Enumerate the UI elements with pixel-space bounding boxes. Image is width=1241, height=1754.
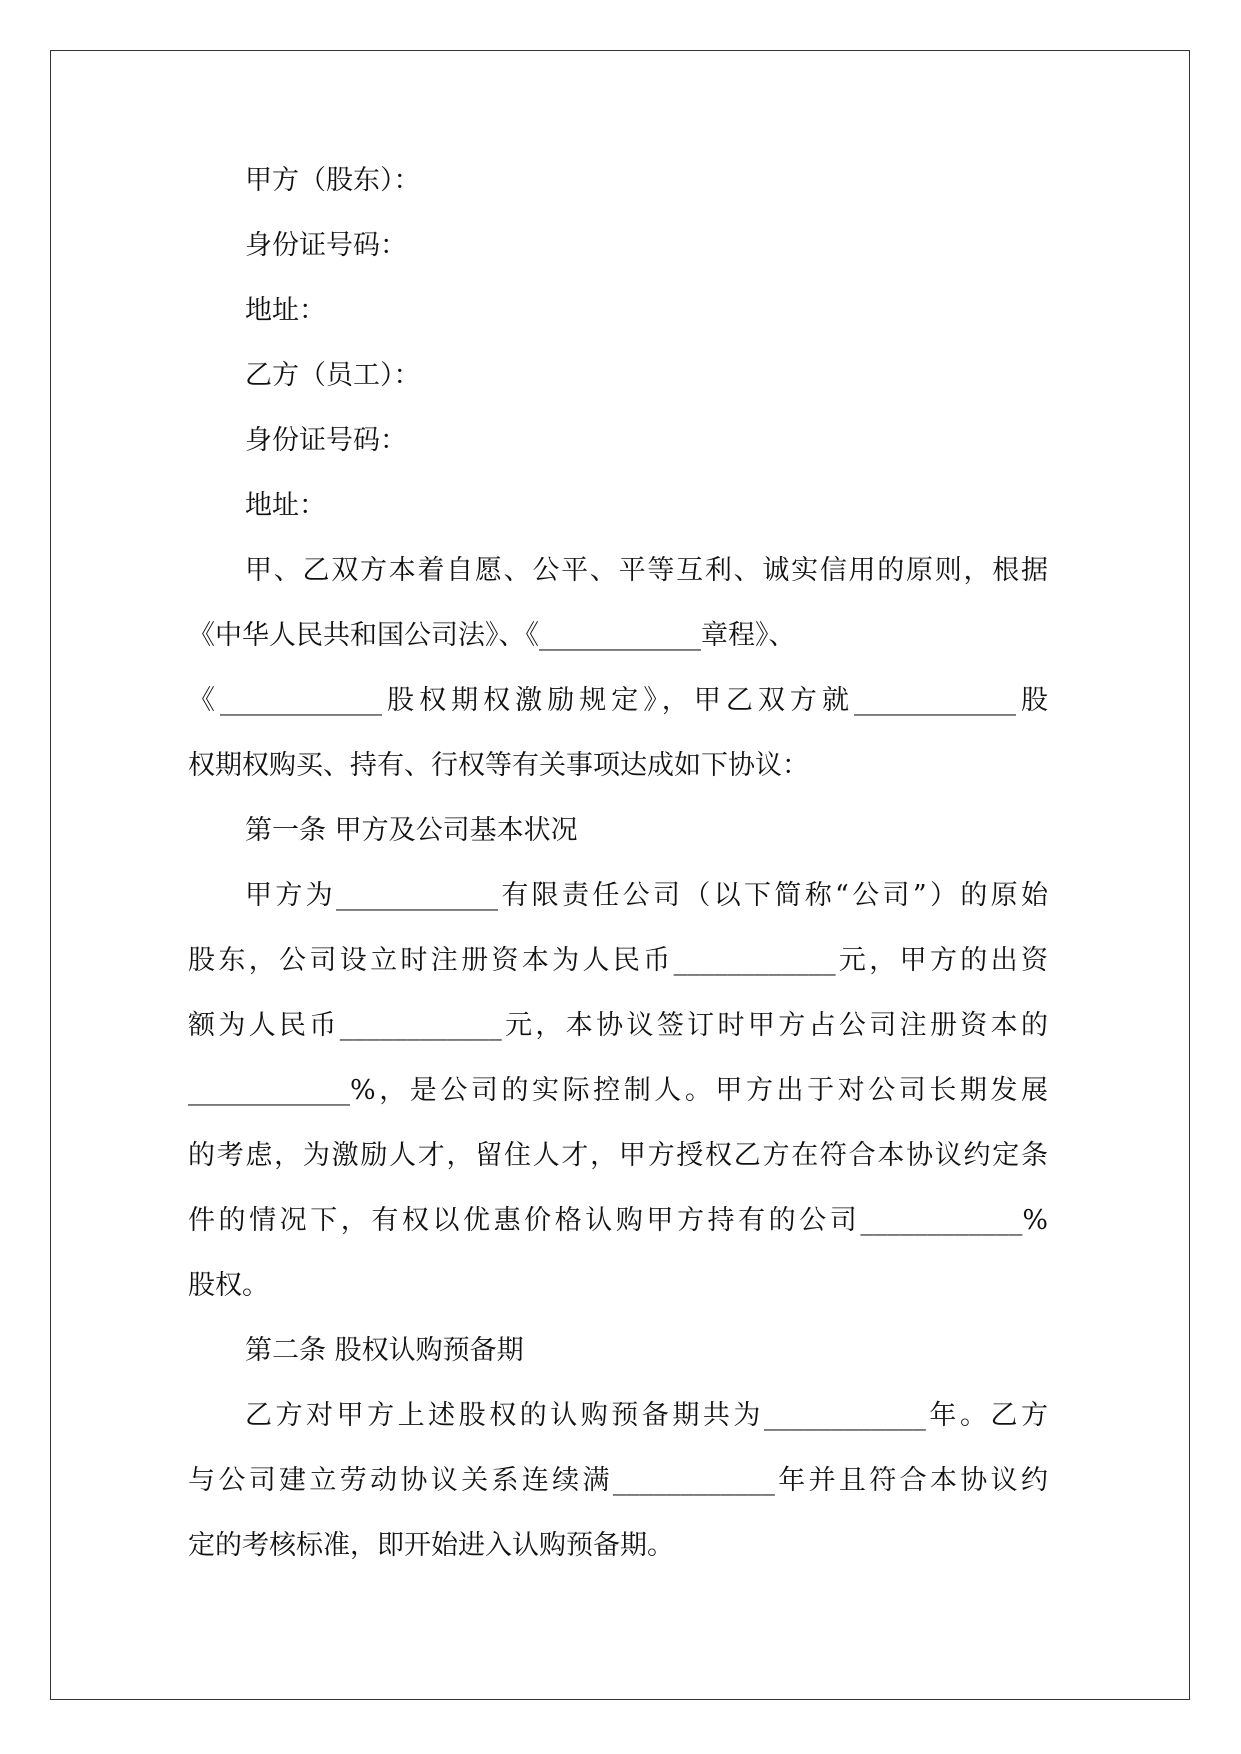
article-1-line-4: ____________%，是公司的实际控制人。甲方出于对公司长期发展	[188, 1075, 1048, 1106]
article-1-line-7: 股权。	[188, 1270, 269, 1301]
article-1-line-1: 甲方为____________有限责任公司（以下简称“公司”）的原始	[245, 880, 1048, 911]
preamble-line-2: 《中华人民共和国公司法》、《____________章程》、	[188, 620, 796, 651]
preamble-line-4: 权期权购买、持有、行权等有关事项达成如下协议：	[188, 750, 809, 781]
party-b-label: 乙方（员工）：	[245, 360, 421, 391]
article-2-line-1: 乙方对甲方上述股权的认购预备期共为____________年。乙方	[245, 1400, 1048, 1431]
article-1-line-6: 件的情况下，有权以优惠价格认购甲方持有的公司____________%	[188, 1205, 1048, 1236]
party-a-address-label: 地址：	[245, 295, 326, 326]
party-b-id-label: 身份证号码：	[245, 425, 407, 456]
article-2-line-2: 与公司建立劳动协议关系连续满____________年并且符合本协议约	[188, 1465, 1048, 1496]
article-2-line-3: 定的考核标准，即开始进入认购预备期。	[188, 1530, 674, 1561]
article-1-line-2: 股东，公司设立时注册资本为人民币____________元，甲方的出资	[188, 945, 1048, 976]
preamble-line-1: 甲、乙双方本着自愿、公平、平等互利、诚实信用的原则，根据	[245, 555, 1048, 586]
party-a-label: 甲方（股东）：	[245, 165, 421, 196]
party-b-address-label: 地址：	[245, 490, 326, 521]
article-1-line-5: 的考虑，为激励人才，留住人才，甲方授权乙方在符合本协议约定条	[188, 1140, 1048, 1171]
party-a-id-label: 身份证号码：	[245, 230, 407, 261]
document-body	[188, 148, 1048, 1578]
preamble-line-3: 《____________股权期权激励规定》，甲乙双方就____________股	[188, 685, 1048, 716]
article-2-heading: 第二条 股权认购预备期	[245, 1335, 524, 1366]
article-1-heading: 第一条 甲方及公司基本状况	[245, 815, 578, 846]
article-1-line-3: 额为人民币____________元，本协议签订时甲方占公司注册资本的	[188, 1010, 1048, 1041]
